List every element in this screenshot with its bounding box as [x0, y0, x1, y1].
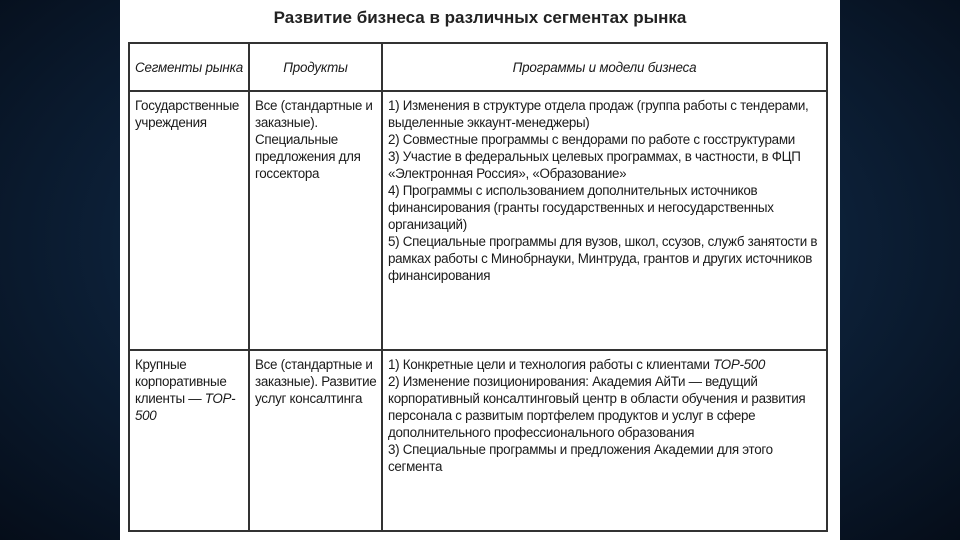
program-item: 5) Специальные программы для вузов, школ, ссузов, служб занятости в рамках работы с Минобрнауки, Минтруда, грантов и других источников финансирования	[388, 234, 818, 283]
program-item: 3) Участие в федеральных целевых программах, в частности, в ФЦП «Электронная Россия», «Образование»	[388, 149, 801, 181]
table-header-row	[129, 43, 827, 91]
slide	[120, 0, 840, 540]
segment-tag: TOP-500	[135, 391, 236, 423]
program-item	[388, 356, 822, 373]
program-item: 2) Изменение позиционирования: Академия АйТи — ведущий корпоративный консалтинговый центр в области обучения и развития персонала с развитым портфелем продуктов и услуг в сфере дополнительного профессионального образования	[388, 374, 806, 440]
program-text: 1) Конкретные цели и технология работы с клиентами	[388, 357, 710, 372]
program-item: 1) Изменения в структуре отдела продаж (группа работы с тендерами, выделенные эккаунт-менеджеры)	[388, 98, 809, 130]
program-tag: TOP-500	[713, 357, 766, 372]
table-row	[129, 91, 827, 350]
header-products: Продукты	[249, 43, 382, 91]
segment-text: Крупные корпоративные клиенты —	[135, 357, 227, 406]
segment-cell	[129, 350, 249, 531]
slide-title: Развитие бизнеса в различных сегментах рынка	[273, 8, 687, 27]
programs-cell	[382, 91, 827, 350]
programs-cell	[382, 350, 827, 531]
segment-cell: Государственные учреждения	[129, 91, 249, 350]
program-item: 2) Совместные программы с вендорами по работе с госструктурами	[388, 132, 795, 147]
program-item: 3) Специальные программы и предложения Академии для этого сегмента	[388, 442, 773, 474]
table-row	[129, 350, 827, 531]
header-programs: Программы и модели бизнеса	[382, 43, 827, 91]
program-item: 4) Программы с использованием дополнительных источников финансирования (гранты государственных и негосударственных организаций)	[388, 183, 774, 232]
products-cell: Все (стандартные и заказные). Специальные предложения для госсектора	[249, 91, 382, 350]
products-cell: Все (стандартные и заказные). Развитие услуг консалтинга	[249, 350, 382, 531]
business-table	[128, 42, 828, 532]
header-segments: Сегменты рынка	[129, 43, 249, 91]
